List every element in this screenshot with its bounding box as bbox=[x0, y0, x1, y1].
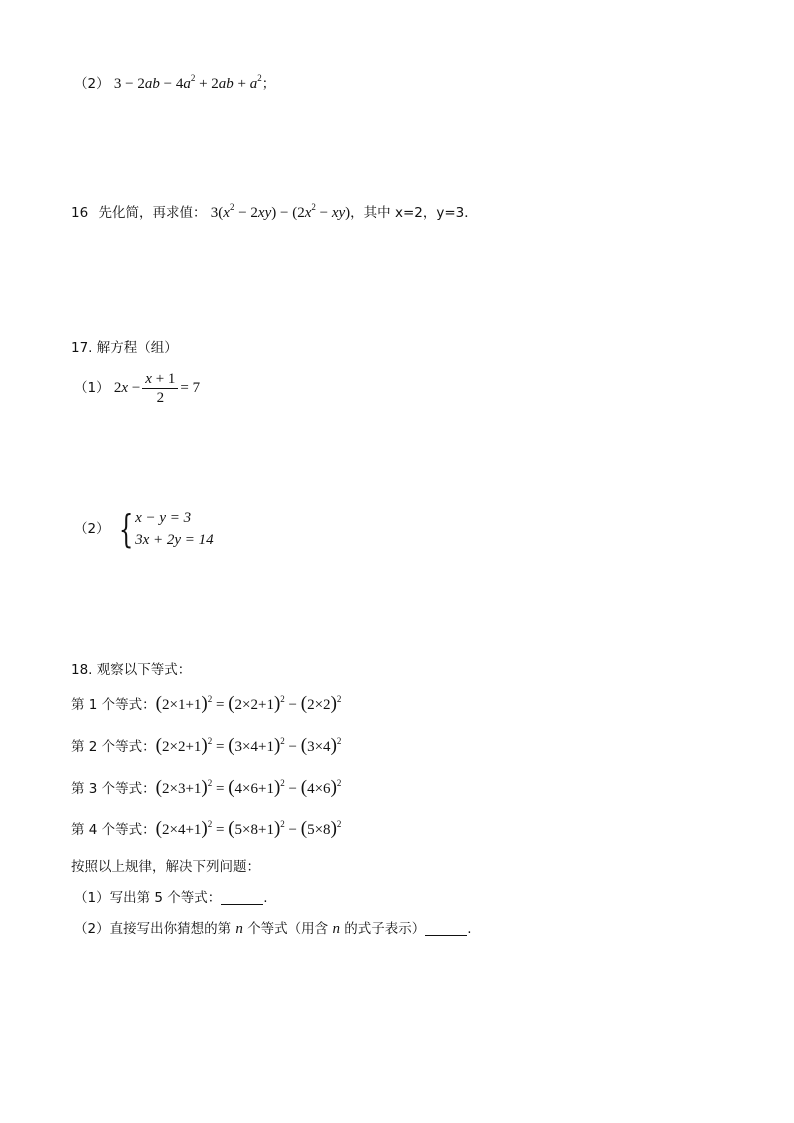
answer-blank[interactable] bbox=[425, 921, 467, 936]
equation: 2x − $\frac{x + 1}{2}$ = 7 bbox=[113, 371, 201, 407]
problem-18-title: 18. 观察以下等式： bbox=[71, 662, 192, 678]
problem-text: 先化简，再求值： bbox=[98, 205, 207, 221]
rule-text: 按照以上规律，解决下列问题： bbox=[71, 859, 260, 875]
condition: ，其中 x=2，y=3． bbox=[350, 205, 478, 221]
equation-1: 第 1 个等式：$(2\times 1+1)^2 = (2\times 2+1)^2 - (2\times 2)^2$ bbox=[71, 693, 342, 714]
system-line-1: x − y = 3 bbox=[135, 510, 192, 526]
equation-system bbox=[114, 507, 214, 551]
question-text: 个等式（用含 bbox=[247, 921, 329, 937]
problem-17-part-2 bbox=[74, 505, 214, 553]
end-punct: . bbox=[263, 890, 268, 906]
question-text: （1）写出第 5 个等式： bbox=[74, 890, 222, 906]
question-text: （2）直接写出你猜想的第 bbox=[74, 921, 232, 937]
system-line-2: 3x + 2y = 14 bbox=[135, 532, 214, 548]
problem-17-part-1 bbox=[74, 368, 200, 408]
equation-3: 第 3 个等式：$(2\times 3+1)^2 = (4\times 6+1)^2 - (4\times 6)^2$ bbox=[71, 777, 342, 798]
problem-16 bbox=[71, 203, 478, 223]
equation-label: 第 4 个等式： bbox=[71, 822, 156, 838]
question-text: 的式子表示） bbox=[344, 921, 426, 937]
question-2: （2）直接写出你猜想的第 n 个等式（用含 n 的式子表示） . bbox=[74, 921, 472, 937]
part-label: （1） bbox=[74, 380, 110, 396]
equation-label: 第 1 个等式： bbox=[71, 697, 156, 713]
equation-4: 第 4 个等式：$(2\times 4+1)^2 = (5\times 8+1)^2 - (5\times 8)^2$ bbox=[71, 818, 342, 839]
answer-blank[interactable] bbox=[221, 890, 263, 905]
part-label: （2） bbox=[74, 76, 110, 92]
problem-number: 16 bbox=[71, 205, 89, 221]
end-punct: . bbox=[467, 921, 472, 937]
expression: $3 - 2ab - 4a^2 + 2ab + a^2$ bbox=[113, 73, 262, 92]
problem-17-title: 17. 解方程（组） bbox=[71, 340, 178, 356]
problem-15-part-2 bbox=[74, 74, 275, 94]
brace-icon: { bbox=[118, 507, 134, 551]
end-punct: ； bbox=[261, 76, 276, 92]
expression: $3(x^2 - 2xy) - (2x^2 - xy)$ bbox=[210, 202, 351, 221]
equation-2: 第 2 个等式：$(2\times 2+1)^2 = (3\times 4+1)^2 - (3\times 4)^2$ bbox=[71, 735, 342, 756]
part-label: （2） bbox=[74, 521, 110, 537]
equation-label: 第 2 个等式： bbox=[71, 739, 156, 755]
equation-label: 第 3 个等式： bbox=[71, 781, 156, 797]
question-1 bbox=[74, 888, 268, 908]
